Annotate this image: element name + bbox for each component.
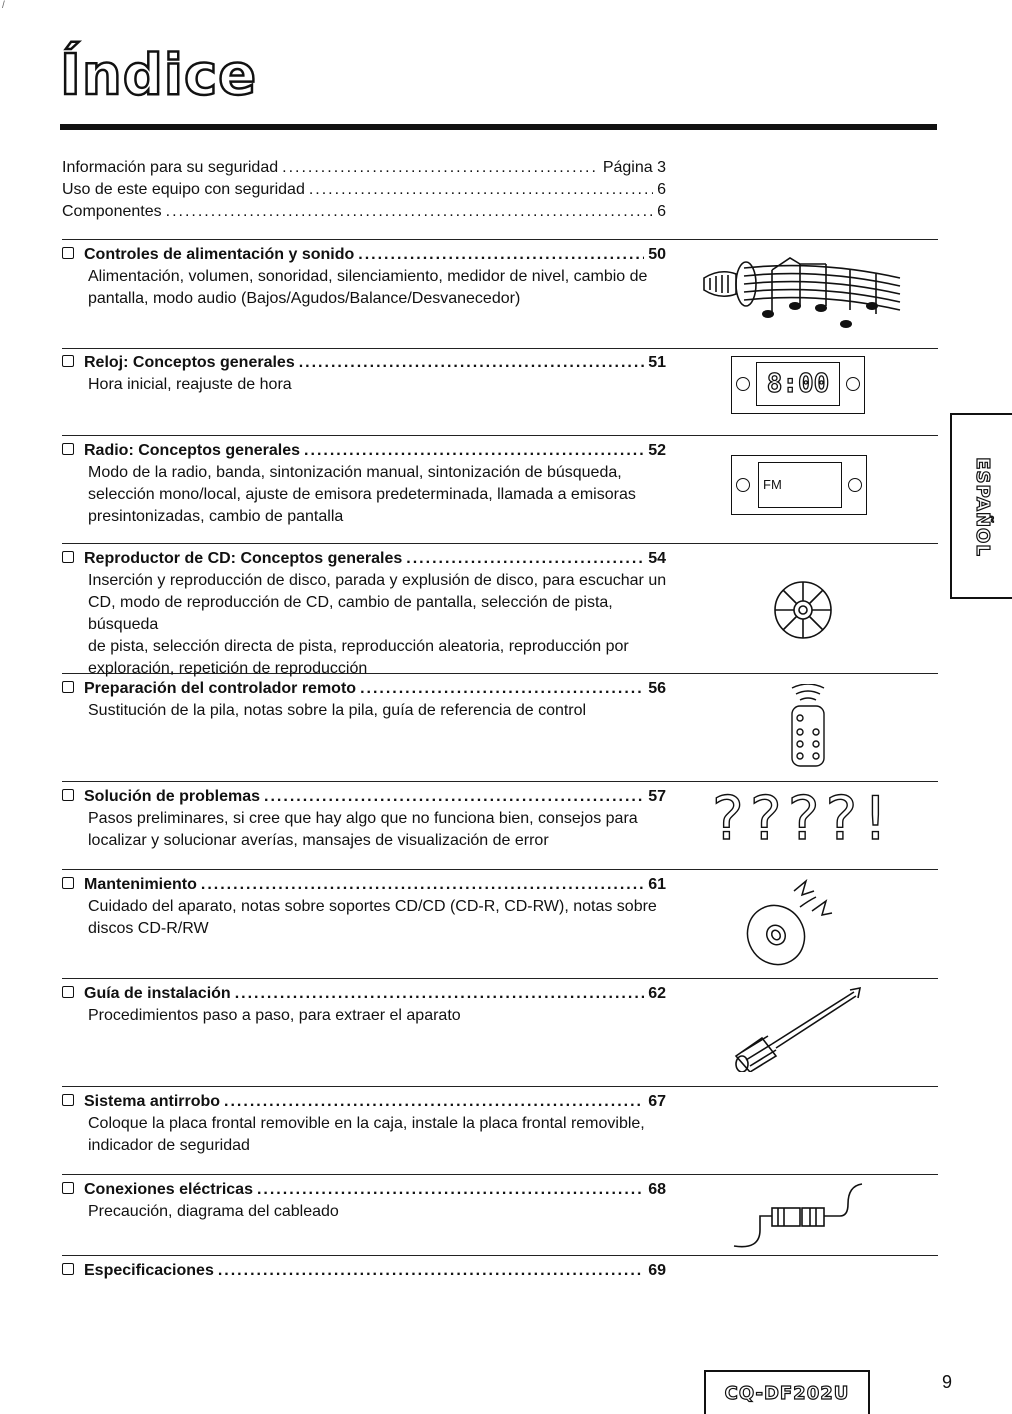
toc-label: Componentes — [62, 203, 162, 220]
section-title: Reloj: Conceptos generales — [84, 354, 295, 371]
section-desc-line: presintonizadas, cambio de pantalla — [88, 508, 344, 525]
section-desc-line: Sustitución de la pila, notas sobre la pila, guía de referencia de control — [88, 702, 587, 719]
language-label: ESPAÑOL — [972, 457, 993, 557]
section-cd-player — [62, 548, 682, 680]
section-desc-line: Cuidado del aparato, notas sobre soportes CD/CD (CD-R, CD-RW), notas sobre — [88, 898, 657, 915]
section-title: Reproductor de CD: Conceptos generales — [84, 550, 403, 567]
checkbox-icon — [62, 355, 74, 367]
cd-cleaning-icon — [736, 871, 836, 971]
question-marks-icon: ????! — [712, 784, 894, 854]
section-desc-line: Hora inicial, reajuste de hora — [88, 376, 292, 393]
toc-page: 69 — [648, 1262, 666, 1279]
checkbox-icon — [62, 789, 74, 801]
section-title: Conexiones eléctricas — [84, 1181, 253, 1198]
section-title: Especificaciones — [84, 1262, 214, 1279]
section-title: Sistema antirrobo — [84, 1093, 221, 1110]
section-divider — [62, 1174, 938, 1175]
music-notes-icon — [700, 250, 910, 334]
cd-disc-icon — [772, 579, 834, 641]
toc-page: 52 — [648, 442, 666, 459]
section-title: Guía de instalación — [84, 985, 231, 1002]
section-divider — [62, 348, 938, 349]
corner-mark: / — [2, 0, 5, 11]
section-desc-line: Alimentación, volumen, sonoridad, silenciamiento, medidor de nivel, cambio de — [88, 268, 648, 285]
model-box — [704, 1370, 870, 1414]
toc-page: 57 — [648, 788, 666, 805]
checkbox-icon — [62, 443, 74, 455]
toc-page: 54 — [648, 550, 666, 567]
toc-page: Página 3 — [602, 159, 666, 176]
checkbox-icon — [62, 1182, 74, 1194]
section-power-sound — [62, 244, 666, 310]
page-title: Índice — [60, 43, 258, 108]
section-desc-line: Pasos preliminares, si cree que hay algo que no funciona bien, consejos para — [88, 810, 638, 827]
intro-list — [62, 157, 666, 223]
toc-entry[interactable] — [62, 244, 666, 266]
section-installation — [62, 983, 666, 1027]
section-desc-line: Inserción y reproducción de disco, parada y explusión de disco, para escuchar un — [88, 572, 667, 589]
section-desc-line: Modo de la radio, banda, sintonización manual, sintonización de búsqueda, — [88, 464, 622, 481]
section-divider — [62, 1255, 938, 1256]
toc-page: 50 — [648, 246, 666, 263]
section-desc-line: Procedimientos paso a paso, para extraer el aparato — [88, 1007, 461, 1024]
toc-label: Información para su seguridad — [62, 159, 279, 176]
page-number: 9 — [942, 1372, 953, 1392]
knob-icon — [848, 478, 862, 492]
toc-entry[interactable] — [62, 548, 666, 570]
model-number: CQ-DF202U — [724, 1382, 850, 1404]
checkbox-icon — [62, 1263, 74, 1275]
checkbox-icon — [62, 681, 74, 693]
toc-page: 6 — [657, 181, 666, 198]
checkbox-icon — [62, 551, 74, 563]
clock-screen — [756, 362, 840, 406]
toc-page: 51 — [648, 354, 666, 371]
section-title: Mantenimiento — [84, 876, 197, 893]
section-desc-line: exploración, repetición de reproducción — [88, 660, 368, 677]
toc-entry[interactable] — [62, 352, 666, 374]
section-title: Preparación del controlador remoto — [84, 680, 357, 697]
section-radio — [62, 440, 666, 528]
toc-entry[interactable] — [62, 874, 666, 896]
checkbox-icon — [62, 877, 74, 889]
section-desc-line: Precaución, diagrama del cableado — [88, 1203, 339, 1220]
toc-page: 6 — [657, 203, 666, 220]
toc-page: 67 — [648, 1093, 666, 1110]
toc-entry[interactable] — [62, 983, 666, 1005]
section-desc-line: localizar y solucionar averías, mansajes de visualización de error — [88, 832, 549, 849]
checkbox-icon — [62, 1094, 74, 1106]
section-remote — [62, 678, 666, 722]
language-tab — [950, 413, 1012, 599]
toc-entry[interactable] — [62, 1091, 666, 1113]
clock-display-illustration — [731, 356, 865, 414]
section-clock — [62, 352, 666, 396]
radio-screen — [758, 462, 842, 508]
question-marks-illustration — [712, 784, 896, 862]
title-rule — [60, 124, 937, 130]
page-title-container — [60, 43, 258, 108]
wiring-connector-icon — [730, 1180, 868, 1250]
knob-icon — [846, 377, 860, 391]
toc-entry[interactable] — [62, 1179, 666, 1201]
section-troubleshooting — [62, 786, 666, 852]
clock-time: 8:00 — [766, 369, 830, 399]
section-antitheft — [62, 1091, 666, 1157]
toc-entry[interactable] — [62, 179, 666, 201]
section-divider — [62, 978, 938, 979]
section-electrical — [62, 1179, 666, 1223]
section-title: Controles de alimentación y sonido — [84, 246, 355, 263]
toc-page: 68 — [648, 1181, 666, 1198]
toc-label: Uso de este equipo con seguridad — [62, 181, 305, 198]
toc-entry[interactable] — [62, 201, 666, 223]
section-desc-line: de pista, selección directa de pista, reproducción aleatoria, reproducción por — [88, 638, 629, 655]
section-title: Radio: Conceptos generales — [84, 442, 301, 459]
section-divider — [62, 781, 938, 782]
toc-page: 62 — [648, 985, 666, 1002]
section-desc-line: discos CD-R/RW — [88, 920, 209, 937]
remote-control-icon — [784, 684, 832, 768]
section-title: Solución de problemas — [84, 788, 261, 805]
section-desc-line: CD, modo de reproducción de CD, cambio de pantalla, selección de pista, búsqueda — [88, 594, 613, 633]
section-desc-line: Coloque la placa frontal removible en la caja, instale la placa frontal removible, — [88, 1115, 645, 1132]
language-tab-label — [952, 415, 1012, 599]
section-divider — [62, 1086, 938, 1087]
radio-band: FM — [763, 477, 782, 492]
section-desc-line: indicador de seguridad — [88, 1137, 250, 1154]
toc-entry[interactable] — [62, 786, 666, 808]
section-specifications — [62, 1260, 666, 1282]
toc-entry[interactable] — [62, 157, 666, 179]
toc-entry[interactable] — [62, 1260, 666, 1282]
section-desc-line: selección mono/local, ajuste de emisora predeterminada, llamada a emisoras — [88, 486, 636, 503]
toc-entry[interactable] — [62, 440, 666, 462]
toc-page: 56 — [648, 680, 666, 697]
section-desc-line: pantalla, modo audio (Bajos/Agudos/Balance/Desvanecedor) — [88, 290, 521, 307]
checkbox-icon — [62, 247, 74, 259]
section-divider — [62, 435, 938, 436]
checkbox-icon — [62, 986, 74, 998]
section-maintenance — [62, 874, 666, 940]
knob-icon — [736, 377, 750, 391]
screwdriver-icon — [732, 986, 864, 1072]
section-divider — [62, 869, 938, 870]
toc-page: 61 — [648, 876, 666, 893]
radio-display-illustration — [731, 455, 867, 515]
section-divider — [62, 239, 938, 240]
toc-entry[interactable] — [62, 678, 666, 700]
knob-icon — [736, 478, 750, 492]
section-divider — [62, 543, 938, 544]
